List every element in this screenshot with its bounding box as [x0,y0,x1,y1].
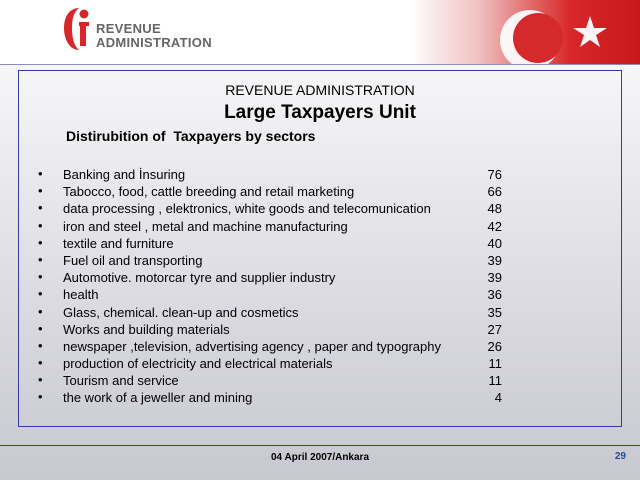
list-item [0,219,640,236]
sector-count: 40 [487,235,502,251]
sector-count: 11 [488,373,502,389]
bullet-icon: • [38,251,43,267]
sector-count: 27 [487,321,502,337]
sector-count: 35 [487,304,502,320]
sector-label: Works and building materials [63,321,230,337]
slide-subtitle: Distirubition of Taxpayers by sectors [66,128,316,144]
list-item [0,339,640,356]
sector-label: Tabocco, food, cattle breeding and retail marketing [63,184,355,200]
turkish-flag-banner [410,0,640,64]
footer-divider [0,445,640,446]
sector-label: Fuel oil and transporting [63,252,203,268]
sector-count: 4 [494,390,502,406]
header-divider [0,64,640,65]
list-item [0,201,640,218]
list-item [0,167,640,184]
list-item [0,322,640,339]
crescent-star-icon [410,0,640,64]
header [0,0,640,64]
revenue-administration-logo-icon [62,6,96,52]
bullet-icon: • [38,200,43,216]
bullet-icon: • [38,355,43,371]
sector-label: textile and furniture [63,235,174,251]
bullet-icon: • [38,183,43,199]
logo-text [96,22,212,50]
bullet-icon: • [38,166,43,181]
list-item [0,390,640,407]
sector-count: 66 [487,184,502,200]
sector-count: 11 [488,356,502,372]
logo-line-2: ADMINISTRATION [96,35,212,50]
sector-label: Tourism and service [63,373,179,389]
sector-label: newspaper ,television, advertising agency , paper and typography [63,338,441,354]
bullet-icon: • [38,320,43,336]
sector-label: production of electricity and electrical materials [63,356,333,372]
sector-label: Automotive. motorcar tyre and supplier industry [63,270,336,286]
footer-date: 04 April 2007/Ankara [270,452,370,463]
list-item [0,270,640,287]
bullet-icon: • [38,217,43,233]
logo [62,4,222,60]
sector-count: 36 [487,287,502,303]
bullet-icon: • [38,372,43,388]
bullet-icon: • [38,234,43,250]
list-item [0,356,640,373]
bullet-icon: • [38,389,43,405]
sector-count: 48 [487,201,502,217]
list-item [0,305,640,322]
bullet-icon: • [38,337,43,353]
sector-count: 26 [487,338,502,354]
logo-line-1: REVENUE [96,21,161,36]
sector-label: iron and steel , metal and machine manufacturing [63,218,348,234]
bullet-icon: • [38,303,43,319]
sector-count: 76 [487,167,502,182]
sector-count: 39 [487,270,502,286]
list-item [0,287,640,304]
list-item [0,253,640,270]
list-item [0,184,640,201]
bullet-icon: • [38,286,43,302]
list-item [0,236,640,253]
slide-supertitle: REVENUE ADMINISTRATION [225,82,415,98]
bullet-icon: • [38,269,43,285]
sector-label: Banking and İnsuring [63,167,186,182]
sector-label: Glass, chemical. clean-up and cosmetics [63,304,299,320]
sector-list [0,167,640,408]
list-item [0,373,640,390]
page-number: 29 [614,451,626,462]
sector-count: 39 [487,252,502,268]
sector-label: data processing , elektronics, white goods and telecomunication [63,201,431,217]
slide-title: Large Taxpayers Unit [224,102,416,123]
sector-label: the work of a jeweller and mining [63,390,253,406]
sector-label: health [63,287,99,303]
sector-count: 42 [487,218,502,234]
